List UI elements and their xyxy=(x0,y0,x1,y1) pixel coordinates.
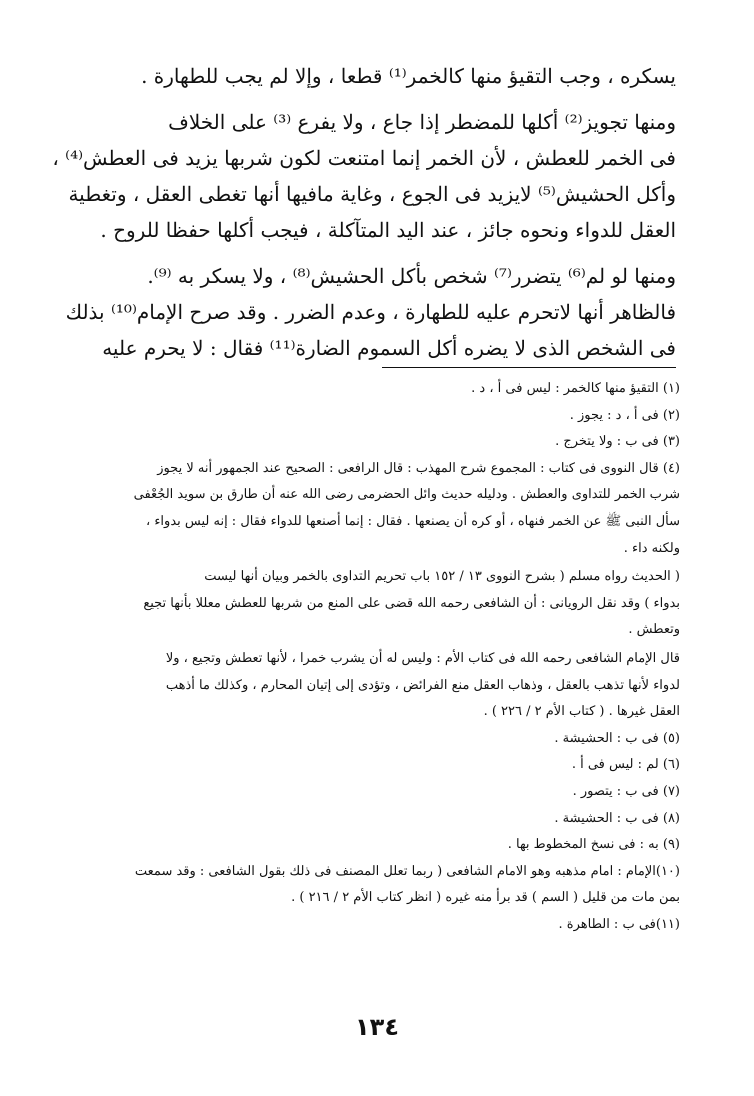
footnote-line: العقل غيرها . ( كتاب الأم ٢ / ٢٢٦ ) . xyxy=(483,704,680,720)
text-line: ومنها لو لم⁽⁶⁾ يتضرر⁽⁷⁾ شخص بأكل الحشيش⁽⁸⁾ ، ولا يسكر به ⁽⁹⁾. xyxy=(147,264,676,288)
footnote-line: لدواء لأنها تذهب بالعقل ، وذهاب العقل منع الفرائض ، وتؤدى إلى إتيان المحارم ، وكذلك ما أذهب xyxy=(165,677,680,693)
footnote-line: (٩) به : فى نسخ المخطوط بها . xyxy=(507,837,680,853)
footnote-line: سأل النبى ﷺ عن الخمر فنهاه ، أو كره أن يصنعها . فقال : إنما أصنعها للدواء فقال : إنه ليس بدواء ، xyxy=(145,513,680,529)
footnote-line: (٤) قال النووى فى كتاب : المجموع شرح المهذب : قال الرافعى : الصحيح عند الجمهور أنه لا يجوز xyxy=(157,460,680,476)
footnote-line: (١١)فى ب : الطاهرة . xyxy=(558,916,680,932)
paragraph xyxy=(65,258,676,366)
footnote-line: بمن مات من قليل ( السم ) قد برأ منه غيره ( انظر كتاب الأم ٢ / ٢١٦ ) . xyxy=(291,890,680,906)
text-line: فالظاهر أنها لاتحرم عليه للطهارة ، وعدم الضرر . وقد صرح الإمام⁽¹⁰⁾ بذلك xyxy=(65,300,676,324)
page-number: ١٣٤ xyxy=(355,1013,399,1041)
main-body-text xyxy=(52,58,676,366)
text-line: ومنها تجويز⁽²⁾ أكلها للمضطر إذا جاع ، ولا يفرع ⁽³⁾ على الخلاف xyxy=(168,110,676,134)
footnote-line: بدواء ) وقد نقل الرويانى : أن الشافعى رحمه الله قضى على المنع من شربها للعطش معللا بأنها تجيع xyxy=(143,595,680,611)
footnotes xyxy=(68,376,680,938)
footnote-separator xyxy=(382,367,676,368)
footnote-line: ولكنه داء . xyxy=(623,540,680,556)
text-line: يسكره ، وجب التقيؤ منها كالخمر⁽¹⁾ قطعا ، وإلا لم يجب للطهارة . xyxy=(141,64,676,88)
text-line: فى الخمر للعطش ، لأن الخمر إنما امتنعت لكون شربها يزيد فى العطش⁽⁴⁾ ، xyxy=(52,146,676,170)
footnote-line: شرب الخمر للتداوى والعطش . ودليله حديث وائل الحضرمى رضى الله عنه أن طارق بن سويد الجُعْفى xyxy=(133,487,680,503)
footnote-line: (١٠)الإمام : امام مذهبه وهو الامام الشافعى ( ربما تعلل المصنف فى ذلك بقول الشافعى : وقد سمعت xyxy=(134,863,680,879)
text-line: فى الشخص الذى لا يضره أكل السموم الضارة⁽¹¹⁾ فقال : لا يحرم عليه xyxy=(102,336,676,360)
paragraph xyxy=(70,58,676,94)
footnote-line: ( الحديث رواه مسلم ( بشرح النووى ١٣ / ١٥٢ باب تحريم التداوى بالخمر وبيان أنها ليست xyxy=(204,569,680,585)
footnote-line: قال الإمام الشافعى رحمه الله فى كتاب الأم : وليس له أن يشرب خمرا ، لأنها تعطش وتجيع ، ولا xyxy=(165,650,680,666)
footnote-line: (٢) فى أ ، د : يجوز . xyxy=(569,407,680,423)
footnote-line: (٧) فى ب : يتصور . xyxy=(572,783,680,799)
footnote-line: (٥) فى ب : الحشيشة . xyxy=(554,730,680,746)
footnote-line: (٦) لم : ليس فى أ . xyxy=(571,757,680,773)
footnote-line: (٨) فى ب : الحشيشة . xyxy=(554,810,680,826)
footnote-line: (٣) فى ب : ولا يتخرج . xyxy=(555,434,680,450)
footnote-line: (١) التقيؤ منها كالخمر : ليس فى أ ، د . xyxy=(471,381,680,396)
text-line: وأكل الحشيش⁽⁵⁾ لايزيد فى الجوع ، وغاية مافيها أنها تغطى العقل ، وتغطية xyxy=(68,182,676,206)
footnote-line: وتعطش . xyxy=(628,622,680,638)
text-line: العقل للدواء ونحوه جائز ، عند اليد المتآكلة ، فيجب أكلها حفظا للروح . xyxy=(100,218,676,242)
paragraph xyxy=(52,104,676,248)
